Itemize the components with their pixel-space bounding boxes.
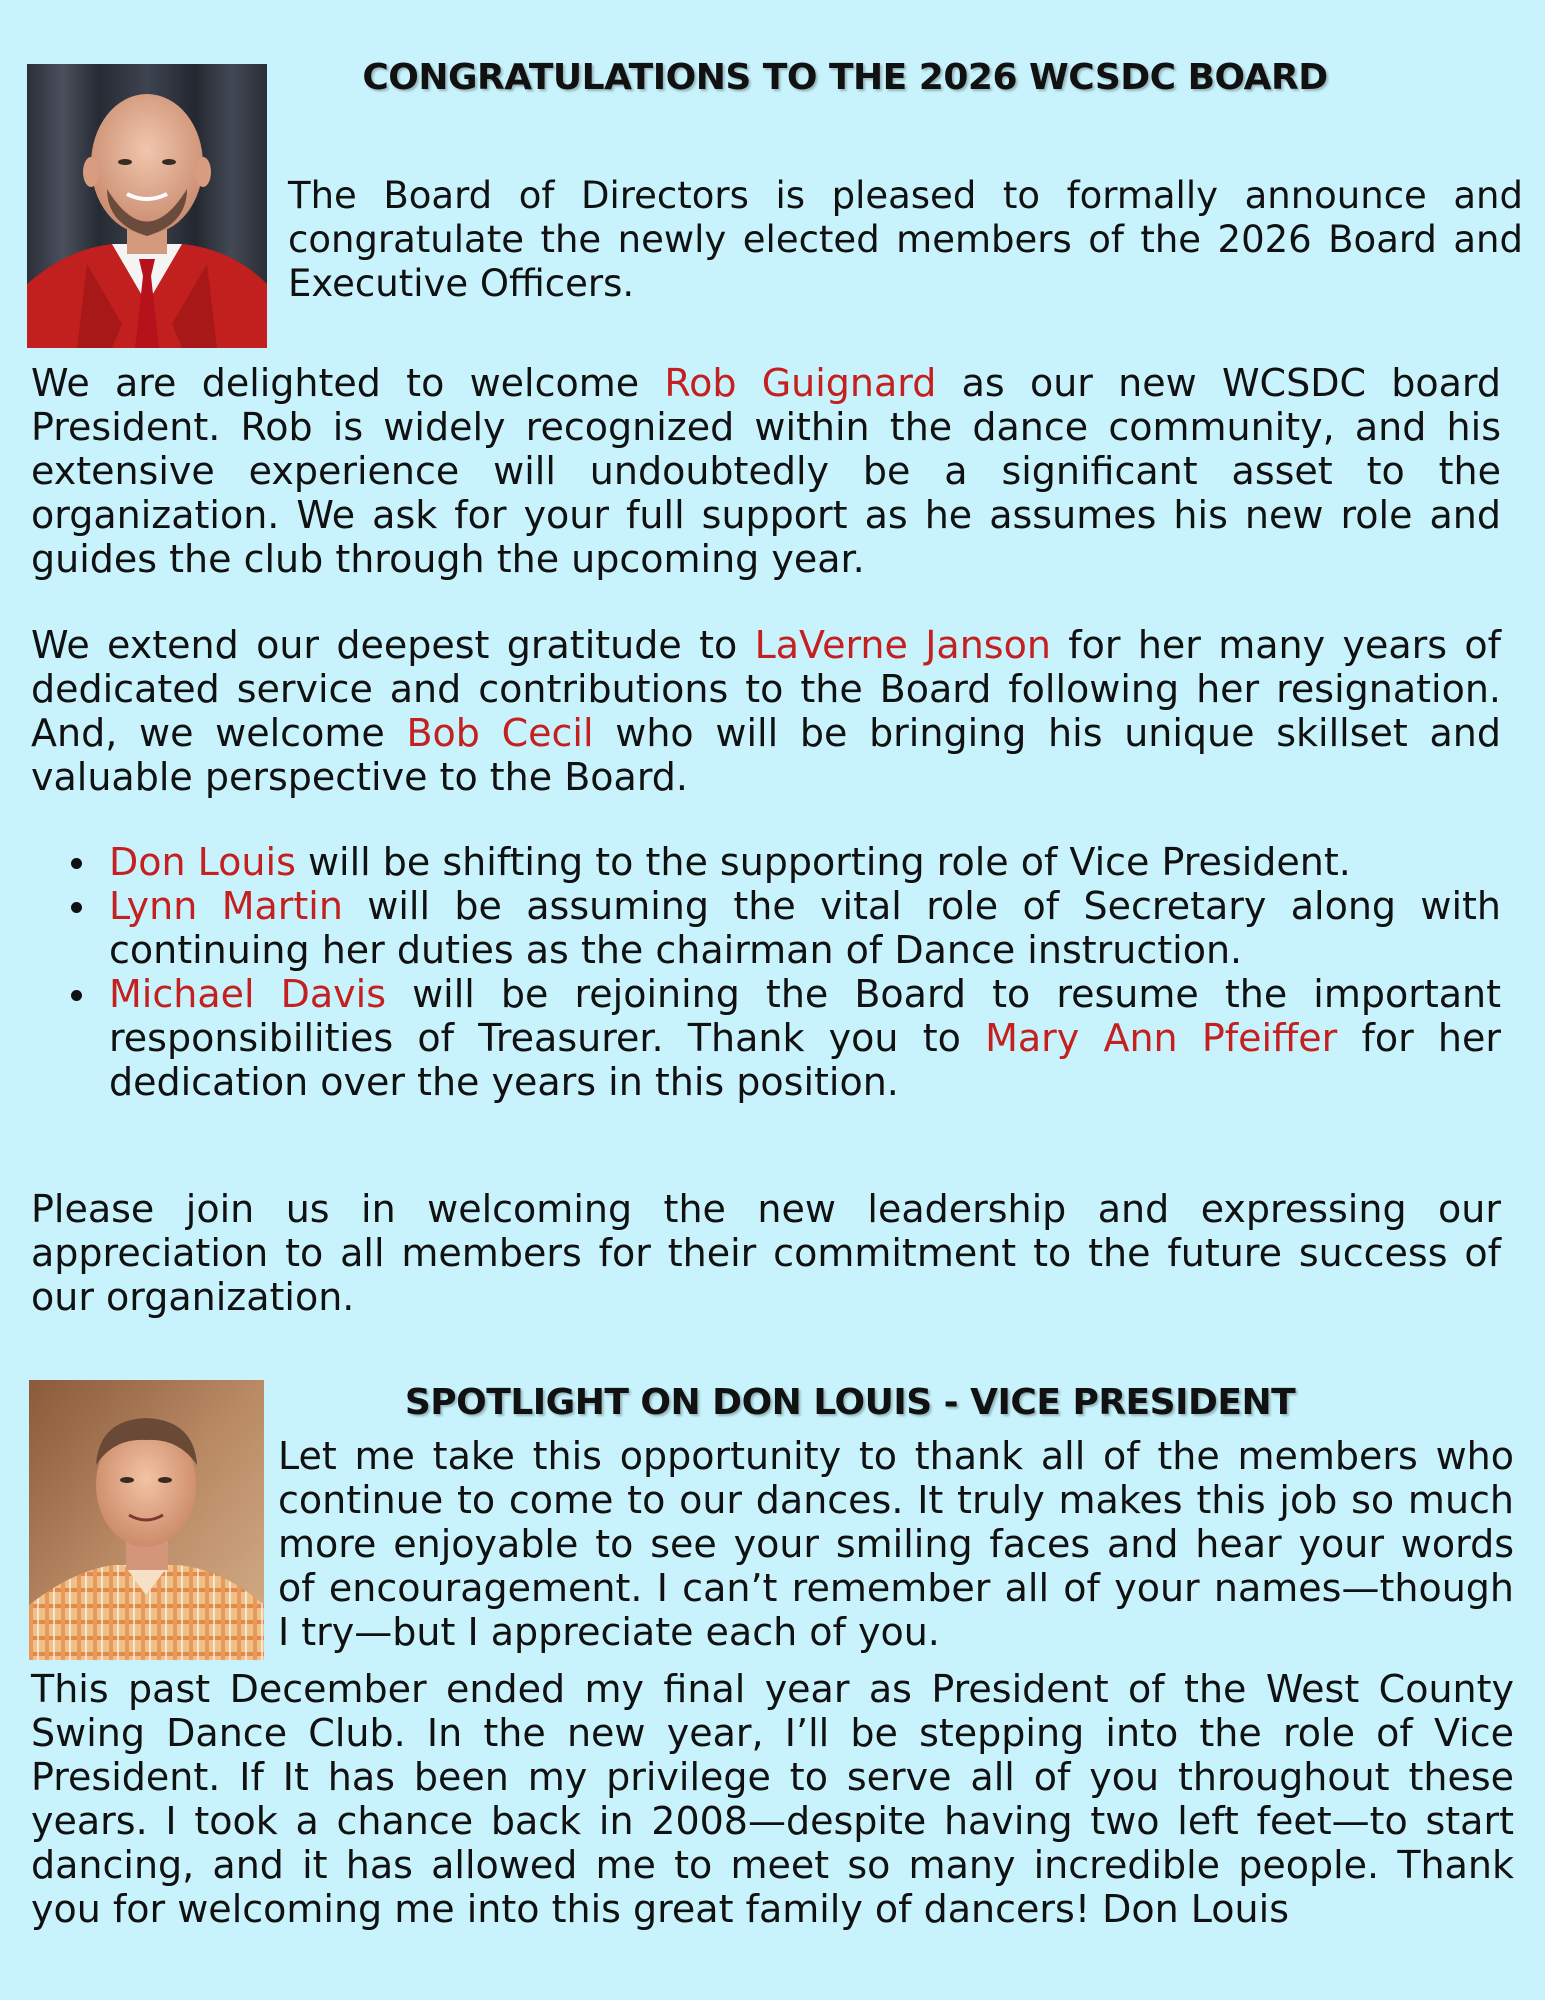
list-item	[31, 840, 1501, 884]
officer-list	[31, 840, 1501, 1104]
don-louis-photo	[29, 1380, 264, 1660]
bullet-text: will be assuming the vital role of Secretary along with continuing her duties as the chairman of Dance instruction.	[109, 884, 1501, 972]
president-paragraph	[31, 361, 1501, 581]
list-item	[31, 972, 1501, 1104]
name-laverne-janson: LaVerne Janson	[754, 623, 1051, 667]
name-don-louis: Don Louis	[109, 840, 296, 884]
bullet-text: will be rejoining the Board to resume the important responsibilities of Treasurer. Thank you to	[109, 972, 1502, 1060]
bullet-icon	[71, 902, 82, 913]
para1-text-b: as our new WCSDC board President. Rob is widely recognized within the dance community, and his extensive experience will undoubtedly be a significant asset to the organization. We ask for your full support as he assumes his new role and guides the club through the upcoming year.	[31, 361, 1501, 581]
bullet-icon	[71, 858, 82, 869]
gratitude-paragraph	[31, 623, 1501, 799]
section1-heading: CONGRATULATIONS TO THE 2026 WCSDC BOARD	[362, 57, 1328, 98]
bullet-text: will be shifting to the supporting role of Vice President.	[295, 840, 1351, 884]
bullet-text-2: for her dedication over the years in this position.	[109, 1016, 1502, 1104]
bullet-icon	[71, 990, 82, 1001]
closing-paragraph: Please join us in welcoming the new leadership and expressing our appreciation to all members for their commitment to the future success of our organization.	[31, 1187, 1501, 1319]
name-bob-cecil: Bob Cecil	[406, 711, 594, 755]
para2-text-c: who will be bringing his unique skillset and valuable perspective to the Board.	[31, 711, 1501, 799]
name-rob-guignard: Rob Guignard	[664, 361, 937, 405]
spotlight-paragraph-1: Let me take this opportunity to thank all of the members who continue to come to our dances. It truly makes this job so much more enjoyable to see your smiling faces and hear your words of encouragement. I can’t remember all of your names—though I try—but I appreciate each of you.	[278, 1434, 1514, 1654]
name-michael-davis: Michael Davis	[109, 972, 387, 1016]
spotlight-paragraph-2: This past December ended my final year as President of the West County Swing Dance Club. In the new year, I’ll be stepping into the role of Vice President. If It has been my privilege to serve all of you throughout these years. I took a chance back in 2008—despite having two left feet—to start dancing, and it has allowed me to meet so many incredible people. Thank you for welcoming me into this great family of dancers! Don Louis	[31, 1667, 1514, 1931]
para2-text-b: for her many years of dedicated service and contributions to the Board following her resignation. And, we welcome	[31, 623, 1501, 755]
list-item	[31, 884, 1501, 972]
intro-paragraph: The Board of Directors is pleased to formally announce and congratulate the newly elected members of the 2026 Board and Executive Officers.	[288, 174, 1523, 305]
para2-text-a: We extend our deepest gratitude to	[31, 623, 755, 667]
name-mary-ann-pfeiffer: Mary Ann Pfeiffer	[985, 1016, 1338, 1060]
name-lynn-martin: Lynn Martin	[109, 884, 343, 928]
section2-heading: SPOTLIGHT ON DON LOUIS - VICE PRESIDENT	[404, 1382, 1296, 1423]
rob-guignard-photo	[27, 64, 267, 348]
para1-text-a: We are delighted to welcome	[31, 361, 665, 405]
